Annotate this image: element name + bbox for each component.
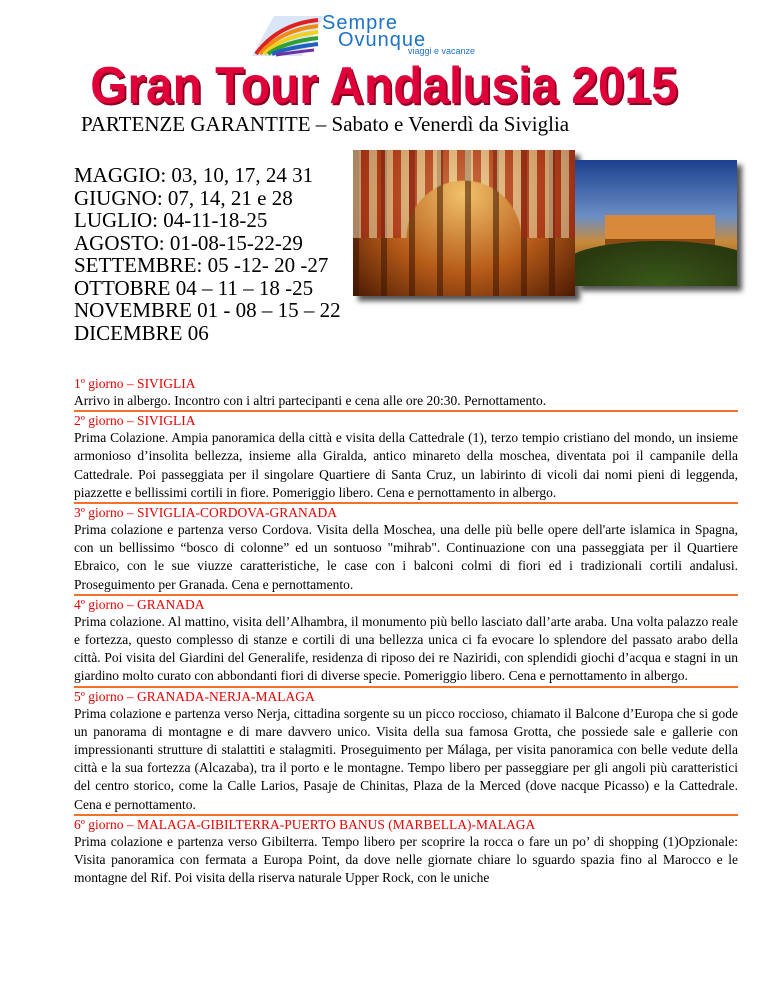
- day-heading: 2º giorno – SIVIGLIA: [74, 413, 196, 429]
- page-title: Gran Tour Andalusia 2015: [90, 57, 678, 115]
- mosque-arches-photo: [353, 150, 575, 296]
- day-description: Prima colazione e partenza verso Gibilterra. Tempo libero per scoprire la rocca o fare un po’ di shopping (1)Opzionale: Visita panoramica con fermata a Europa Point, da dove nelle giornate chiare lo sguardo spazia fino al Marocco e le montagne del Rif. Poi visita della riserva naturale Upper Rock, con le uniche: [74, 833, 738, 886]
- departure-dates-list: [74, 164, 341, 344]
- day-heading: 6º giorno – MALAGA-GIBILTERRA-PUERTO BANUS (MARBELLA)-MALAGA: [74, 816, 536, 832]
- day-description: Prima Colazione. Ampia panoramica della città e visita della Cattedrale (1), terzo tempio cristiano del mondo, un insieme armonioso d’insolita bellezza, insieme alla Giralda, antico minareto della moschea, diventata poi il campanile della Cattedrale. Poi passeggiata per il singolare Quartiere di Santa Cruz, un labirinto di vicoli dai nomi pieni di leggenda, piazzette e bellissimi cortili in fiore. Pomeriggio libero. Cena e pernottamento in albergo.: [74, 430, 738, 500]
- day-description: Prima colazione. Al mattino, visita dell’Alhambra, il monumento più bello lasciato dall’arte araba. Una volta palazzo reale e fortezza, questo complesso di stanze e cortili di una bellezza unica ci fa evocare lo splendore del passato arabo della città. Poi visita del Giardini del Generalife, residenza di riposo dei re Naziridi, con splendidi giochi d’acqua e stagni in un giardino molto curato con abbondanti fiori di diverse specie. Pomeriggio libero. Cena e pernottamento in albergo.: [74, 613, 738, 684]
- logo-text-line2: Ovunque: [338, 29, 427, 51]
- brand-logo: [248, 10, 520, 60]
- itinerary-day: [74, 597, 738, 688]
- departure-month: DICEMBRE 06: [74, 320, 209, 345]
- day-description: Prima colazione e partenza verso Cordova. Visita della Moschea, una delle più belle opere dell'arte islamica in Spagna, con un bellissimo “bosco di colonne” ed un sontuoso "mihrab". Continuazione con una passeggiata per il Quartiere Ebraico, con le sue viuzze caratteristiche, le case con i balconi colmi di fiori ed i tradizionali cortili andalusi. Proseguimento per Granada. Cena e pernottamento.: [74, 522, 738, 592]
- day-heading: 5º giorno – GRANADA-NERJA-MALAGA: [74, 688, 315, 704]
- departure-month: GIUGNO: 07, 14, 21 e 28: [74, 185, 293, 210]
- day-description: Arrivo in albergo. Incontro con i altri partecipanti e cena alle ore 20:30. Pernottamento.: [74, 393, 547, 408]
- itinerary-day: [74, 376, 738, 412]
- logo-text-line1: Sempre: [322, 12, 399, 34]
- alhambra-photo: [575, 160, 737, 286]
- departure-month: MAGGIO: 03, 10, 17, 24 31: [74, 163, 314, 187]
- day-heading: 3º giorno – SIVIGLIA-CORDOVA-GRANADA: [74, 505, 338, 521]
- itinerary-day: [74, 505, 738, 596]
- rainbow-logo-icon: [248, 10, 328, 60]
- day-description: Prima colazione e partenza verso Nerja, cittadina sorgente su un picco roccioso, chiamato il Balcone d’Europa che si gode un panorama di montagne e di mare davvero unico. Visita della sua famosa Grotta, che possiede sale e gallerie con impressionanti strutture di stalattiti e stalagmiti. Proseguimento per Málaga, per visita panoramica con belle vedute della città e la sua fortezza (Alcazaba), tra il porto e le montagne. Tempo libero per passeggiare per gli angoli più caratteristici del centro storico, come la Calle Larios, Pasaje de Chinitas, Plaza de la Merced (dove nacque Picasso) e la Cattedrale. Cena e pernottamento.: [74, 705, 738, 812]
- day-heading: 1º giorno – SIVIGLIA: [74, 376, 196, 391]
- departure-month: LUGLIO: 04-11-18-25: [74, 208, 268, 232]
- itinerary-day: [74, 689, 738, 816]
- departure-month: SETTEMBRE: 05 -12- 20 -27: [74, 253, 329, 277]
- itinerary-day: [74, 817, 738, 888]
- itinerary: [74, 376, 738, 888]
- departure-month: OTTOBRE 04 – 11 – 18 -25: [74, 275, 314, 300]
- logo-tagline: viaggi e vacanze: [408, 46, 476, 56]
- departure-month: AGOSTO: 01-08-15-22-29: [74, 230, 303, 255]
- departure-month: NOVEMBRE 01 - 08 – 15 – 22: [74, 298, 341, 322]
- itinerary-day: [74, 413, 738, 504]
- page-subtitle: PARTENZE GARANTITE – Sabato e Venerdì da Siviglia: [81, 112, 570, 136]
- day-heading: 4º giorno – GRANADA: [74, 596, 205, 612]
